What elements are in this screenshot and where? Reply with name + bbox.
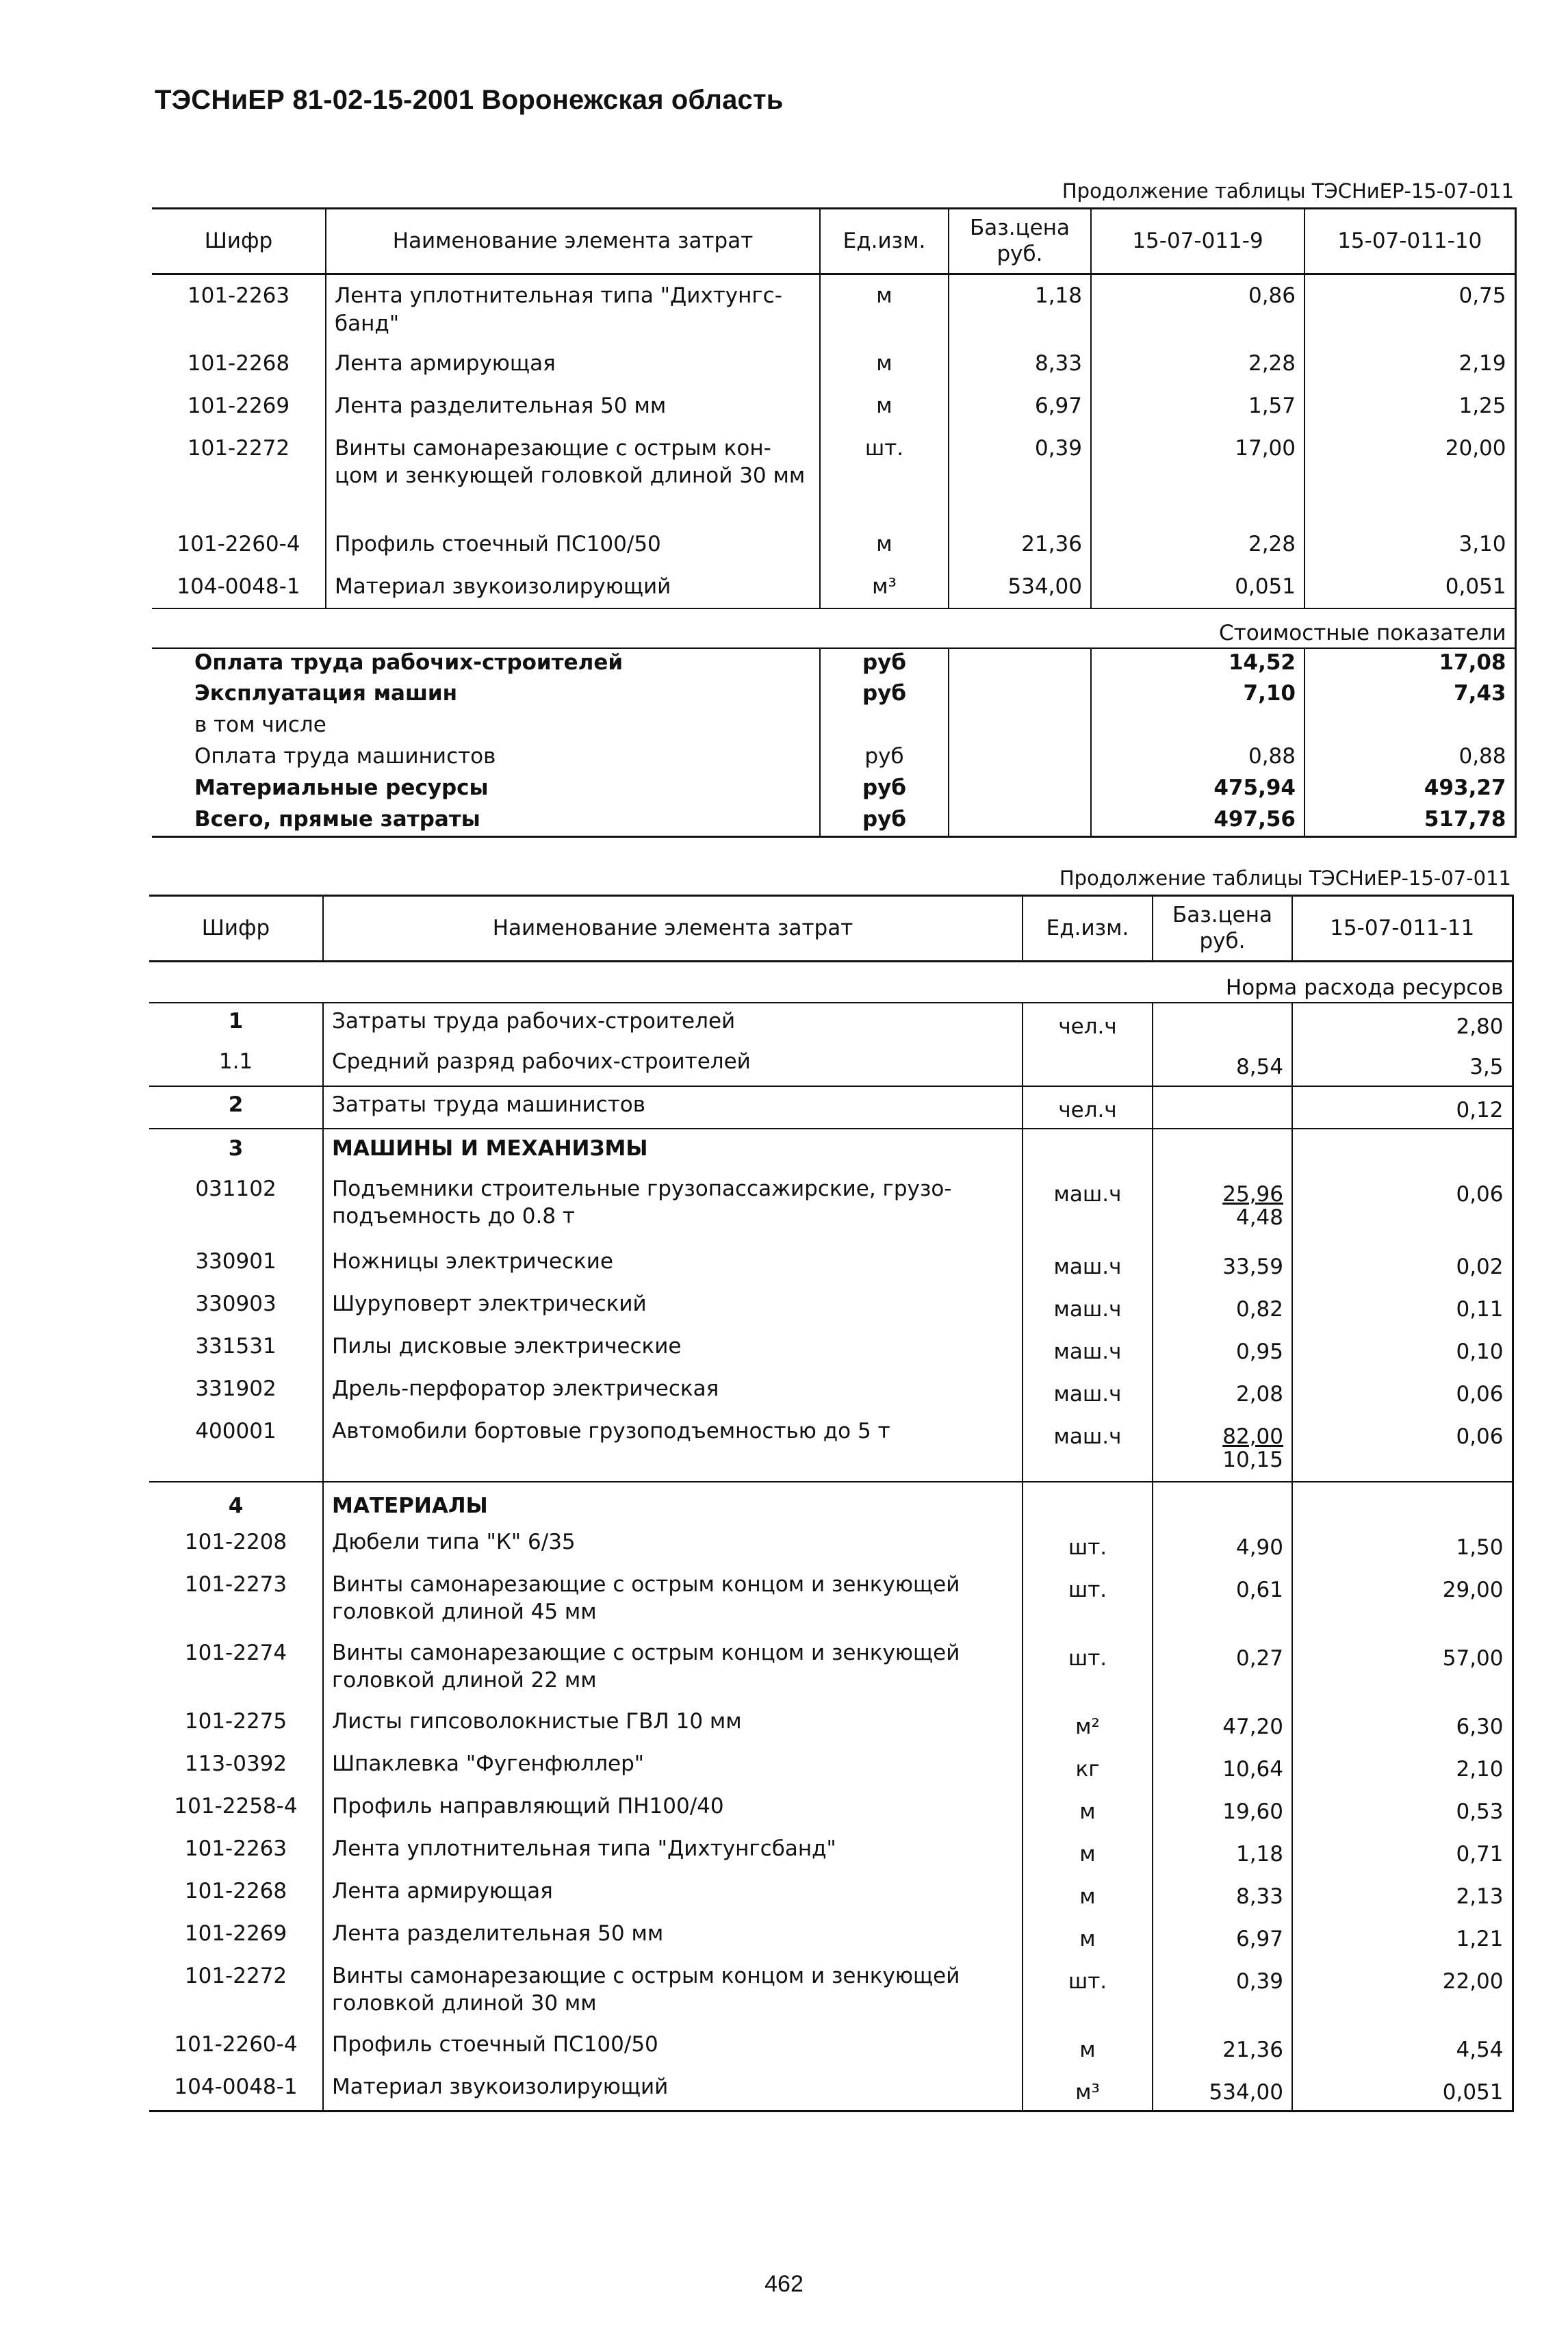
value-cell: 57,00	[1292, 1635, 1513, 1704]
empty-cell	[949, 648, 1091, 680]
price-cell: 21,36	[949, 524, 1091, 566]
name-cell: Подъемники строительные грузопассажирские, грузо-подъемность до 0.8 т	[323, 1171, 1023, 1244]
value-cell: 0,06	[1292, 1413, 1513, 1482]
price-value: 0,27	[1235, 1645, 1283, 1671]
code-cell: 101-2260-4	[177, 531, 300, 556]
table-row	[149, 1831, 1513, 1873]
name-cell: Средний разряд рабочих-строителей	[323, 1044, 1023, 1086]
value-cell: 0,051	[1091, 566, 1304, 608]
price-value: 2,08	[1235, 1381, 1283, 1407]
value-cell: 3,10	[1304, 524, 1515, 566]
code-cell: 113-0392	[184, 1751, 287, 1776]
price-value: 0,95	[1235, 1339, 1283, 1364]
table-row	[149, 1746, 1513, 1788]
price-value: 0,39	[1235, 1968, 1283, 1994]
unit-cell: маш.ч	[1023, 1371, 1153, 1413]
code-cell: 2	[149, 1086, 323, 1129]
unit-cell: руб	[820, 743, 949, 774]
empty-cell	[1292, 1129, 1513, 1171]
value-cell: 2,13	[1292, 1873, 1513, 1916]
price-value: 47,20	[1222, 1714, 1283, 1739]
cost-header-row	[152, 608, 1515, 648]
value-cell: 517,78	[1304, 806, 1515, 837]
value-cell	[1304, 711, 1515, 743]
code-cell: 1	[228, 1008, 244, 1034]
price-value: 1,18	[1235, 1841, 1283, 1866]
empty-cell	[949, 680, 1091, 711]
price-cell	[1153, 2027, 1292, 2069]
name-cell: Винты самонарезающие с острым концом и зенкующей головкой длиной 22 мм	[323, 1635, 1023, 1704]
name-cell: Ножницы электрические	[323, 1244, 1023, 1286]
name-cell: Лента уплотнительная типа "Дихтунгс-банд"	[326, 274, 820, 343]
unit-cell: руб	[820, 774, 949, 806]
cost-name-cell: Эксплуатация машин	[194, 680, 458, 706]
code-cell: 101-2263	[184, 1836, 287, 1861]
table-row	[149, 1567, 1513, 1635]
column-header: Баз.цена руб.	[949, 209, 1091, 274]
cost-row	[152, 680, 1515, 711]
code-cell: 101-2208	[184, 1529, 287, 1554]
cost-name-cell: Оплата труда рабочих-строителей	[194, 650, 624, 675]
table-row	[149, 2069, 1513, 2112]
value-cell: 2,28	[1091, 524, 1304, 566]
table-row	[149, 1916, 1513, 1958]
code-cell: 330903	[195, 1291, 277, 1316]
price-value: 19,60	[1222, 1799, 1283, 1824]
unit-cell: чел.ч	[1023, 1003, 1153, 1044]
value-cell: 0,02	[1292, 1244, 1513, 1286]
table-row	[149, 1788, 1513, 1831]
name-cell: Лента армирующая	[323, 1873, 1023, 1916]
name-cell: Затраты труда рабочих-строителей	[323, 1003, 1023, 1044]
value-cell: 6,30	[1292, 1704, 1513, 1746]
table-row	[149, 1044, 1513, 1086]
unit-cell: м³	[820, 566, 949, 608]
table-row	[149, 1003, 1513, 1044]
value-cell: 0,10	[1292, 1329, 1513, 1371]
column-header: Шифр	[149, 896, 323, 962]
unit-cell: кг	[1023, 1746, 1153, 1788]
price-cell	[1153, 1244, 1292, 1286]
price-value: 8,54	[1235, 1054, 1283, 1079]
section-row	[149, 1482, 1513, 1524]
table-row	[149, 1329, 1513, 1371]
value-cell: 0,06	[1292, 1171, 1513, 1244]
unit-cell: шт.	[1023, 1524, 1153, 1567]
column-header: Ед.изм.	[1023, 896, 1153, 962]
unit-cell: м	[1023, 2027, 1153, 2069]
value-cell: 0,75	[1304, 274, 1515, 343]
value-cell: 0,12	[1292, 1086, 1513, 1129]
cost-row	[152, 711, 1515, 743]
code-cell: 101-2269	[187, 393, 290, 418]
name-cell: Винты самонарезающие с острым концом и зенкующей головкой длиной 45 мм	[323, 1567, 1023, 1635]
price-cell	[1153, 1635, 1292, 1704]
price-value: 10,64	[1222, 1756, 1283, 1782]
unit-cell: чел.ч	[1023, 1086, 1153, 1129]
empty-cell	[949, 743, 1091, 774]
cost-name-cell: Материальные ресурсы	[194, 775, 489, 800]
section-code: 4	[149, 1482, 323, 1524]
section-row	[149, 1129, 1513, 1171]
value-cell: 4,54	[1292, 2027, 1513, 2069]
value-cell: 2,80	[1292, 1003, 1513, 1044]
price-cell	[1153, 1086, 1292, 1129]
cost-row	[152, 774, 1515, 806]
unit-cell: м	[1023, 1831, 1153, 1873]
name-cell: Винты самонарезающие с острым кон-цом и зенкующей головкой длиной 30 мм	[326, 428, 820, 524]
name-cell: Профиль стоечный ПС100/50	[323, 2027, 1023, 2069]
table1	[152, 207, 1517, 838]
price-cell	[1153, 1788, 1292, 1831]
document-title: ТЭСНиЕР 81-02-15-2001 Воронежская область	[155, 85, 784, 115]
empty-cell	[949, 711, 1091, 743]
name-cell: Винты самонарезающие с острым концом и зенкующей головкой длиной 30 мм	[323, 1958, 1023, 2027]
name-cell: Материал звукоизолирующий	[323, 2069, 1023, 2112]
table-row	[149, 1286, 1513, 1329]
price-cell	[1153, 1524, 1292, 1567]
unit-cell: м	[1023, 1788, 1153, 1831]
unit-cell: шт.	[820, 428, 949, 524]
unit-cell: руб	[820, 806, 949, 837]
price-value: 4,90	[1235, 1535, 1283, 1560]
name-cell: Затраты труда машинистов	[323, 1086, 1023, 1129]
code-cell: 104-0048-1	[177, 574, 300, 599]
value-cell: 0,88	[1304, 743, 1515, 774]
name-cell: Шуруповерт электрический	[323, 1286, 1023, 1329]
price-value: 0,82	[1235, 1296, 1283, 1322]
code-cell: 104-0048-1	[149, 2069, 323, 2112]
name-cell: Лента разделительная 50 мм	[323, 1916, 1023, 1958]
value-cell: 0,71	[1292, 1831, 1513, 1873]
table-row	[149, 1371, 1513, 1413]
value-cell: 1,25	[1304, 385, 1515, 428]
unit-cell: маш.ч	[1023, 1413, 1153, 1482]
column-header: 15-07-011-10	[1304, 209, 1515, 274]
table-row	[152, 343, 1515, 385]
unit-cell: м	[1023, 1916, 1153, 1958]
cost-name-cell: Оплата труда машинистов	[194, 743, 496, 769]
table-row	[149, 1704, 1513, 1746]
column-header: 15-07-011-9	[1091, 209, 1304, 274]
price-secondary-value: 10,15	[1222, 1448, 1283, 1473]
empty-cell	[1292, 1482, 1513, 1524]
value-cell: 0,051	[1292, 2069, 1513, 2112]
table-row	[152, 524, 1515, 566]
value-cell: 1,21	[1292, 1916, 1513, 1958]
table2-header-row	[149, 896, 1513, 962]
name-cell: Лента армирующая	[326, 343, 820, 385]
price-cell: 8,33	[949, 343, 1091, 385]
unit-cell: м	[820, 274, 949, 343]
name-cell: Пилы дисковые электрические	[323, 1329, 1023, 1371]
column-header: Наименование элемента затрат	[323, 896, 1023, 962]
price-cell: 534,00	[949, 566, 1091, 608]
value-cell: 17,08	[1304, 648, 1515, 680]
value-cell: 0,051	[1304, 566, 1515, 608]
section-title: МАШИНЫ И МЕХАНИЗМЫ	[323, 1129, 1023, 1171]
table2-caption: Продолжение таблицы ТЭСНиЕР-15-07-011	[1059, 867, 1511, 890]
price-cell: 1,18	[949, 274, 1091, 343]
code-cell: 101-2268	[184, 1878, 287, 1903]
norm-header-row	[149, 962, 1513, 1003]
cost-name-cell: в том числе	[194, 712, 326, 737]
cost-row	[152, 648, 1515, 680]
price-value: 21,36	[1222, 2037, 1283, 2062]
value-cell: 475,94	[1091, 774, 1304, 806]
price-cell	[1153, 1916, 1292, 1958]
section-code: 3	[149, 1129, 323, 1171]
price-cell: 6,97	[949, 385, 1091, 428]
unit-cell: шт.	[1023, 1958, 1153, 2027]
value-cell: 2,10	[1292, 1746, 1513, 1788]
unit-cell: м³	[1023, 2069, 1153, 2112]
code-cell: 101-2268	[187, 350, 290, 376]
empty-cell	[1153, 1129, 1292, 1171]
price-value: 6,97	[1235, 1926, 1283, 1951]
unit-cell	[1023, 1044, 1153, 1086]
table-row	[152, 274, 1515, 343]
price-cell: 0,39	[949, 428, 1091, 524]
column-header: Баз.цена руб.	[1153, 896, 1292, 962]
empty-cell	[1023, 1482, 1153, 1524]
value-cell: 0,86	[1091, 274, 1304, 343]
price-value: 33,59	[1222, 1254, 1283, 1279]
name-cell: Профиль стоечный ПС100/50	[326, 524, 820, 566]
price-value: 0,61	[1235, 1577, 1283, 1602]
name-cell: Материал звукоизолирующий	[326, 566, 820, 608]
name-cell: Профиль направляющий ПН100/40	[323, 1788, 1023, 1831]
table-row	[152, 566, 1515, 608]
table-row	[149, 1958, 1513, 2027]
empty-cell	[949, 806, 1091, 837]
page-number: 462	[764, 2271, 804, 2297]
code-cell: 101-2275	[184, 1708, 287, 1734]
price-value: 8,33	[1235, 1884, 1283, 1909]
price-cell	[1153, 1831, 1292, 1873]
price-cell	[1153, 1003, 1292, 1044]
name-cell: Шпаклевка "Фугенфюллер"	[323, 1746, 1023, 1788]
price-cell	[1153, 1746, 1292, 1788]
value-cell: 0,53	[1292, 1788, 1513, 1831]
unit-cell: маш.ч	[1023, 1244, 1153, 1286]
code-cell: 101-2273	[184, 1571, 287, 1597]
table1-header-row	[152, 209, 1515, 274]
cost-header: Стоимостные показатели	[152, 608, 1515, 648]
unit-cell: руб	[820, 648, 949, 680]
code-cell: 031102	[195, 1176, 277, 1201]
value-cell: 7,43	[1304, 680, 1515, 711]
cost-row	[152, 806, 1515, 837]
table1-caption: Продолжение таблицы ТЭСНиЕР-15-07-011	[1062, 179, 1514, 203]
price-cell	[1153, 2069, 1292, 2112]
table-row	[149, 1413, 1513, 1482]
price-cell	[1153, 1567, 1292, 1635]
code-cell: 101-2263	[187, 283, 290, 308]
value-cell	[1091, 711, 1304, 743]
unit-cell: шт.	[1023, 1635, 1153, 1704]
cost-row	[152, 743, 1515, 774]
table-row	[149, 2027, 1513, 2069]
value-cell: 7,10	[1091, 680, 1304, 711]
value-cell: 2,28	[1091, 343, 1304, 385]
name-cell: Лента разделительная 50 мм	[326, 385, 820, 428]
value-cell: 3,5	[1292, 1044, 1513, 1086]
code-cell: 331531	[195, 1333, 277, 1359]
name-cell: Дрель-перфоратор электрическая	[323, 1371, 1023, 1413]
table-row	[152, 385, 1515, 428]
code-cell: 330901	[195, 1248, 277, 1274]
value-cell: 20,00	[1304, 428, 1515, 524]
table-row	[149, 1873, 1513, 1916]
column-header: Наименование элемента затрат	[326, 209, 820, 274]
price-cell	[1153, 1371, 1292, 1413]
name-cell: Автомобили бортовые грузоподъемностью до 5 т	[323, 1413, 1023, 1482]
price-value: 534,00	[1209, 2079, 1283, 2105]
unit-cell: маш.ч	[1023, 1286, 1153, 1329]
value-cell: 1,57	[1091, 385, 1304, 428]
price-secondary-value: 4,48	[1235, 1205, 1283, 1231]
value-cell: 2,19	[1304, 343, 1515, 385]
unit-cell: м	[820, 385, 949, 428]
table-row	[149, 1635, 1513, 1704]
unit-cell	[820, 711, 949, 743]
price-value: 82,00	[1222, 1424, 1283, 1449]
price-cell	[1153, 1044, 1292, 1086]
column-header: 15-07-011-11	[1292, 896, 1513, 962]
code-cell: 331902	[195, 1376, 277, 1401]
table-row	[149, 1086, 1513, 1129]
code-cell: 101-2269	[184, 1921, 287, 1946]
empty-cell	[1023, 1129, 1153, 1171]
value-cell: 497,56	[1091, 806, 1304, 837]
column-header: Шифр	[152, 209, 326, 274]
price-value: 25,96	[1222, 1181, 1283, 1207]
column-header: Ед.изм.	[820, 209, 949, 274]
name-cell: Листы гипсоволокнистые ГВЛ 10 мм	[323, 1704, 1023, 1746]
price-cell	[1153, 1704, 1292, 1746]
unit-cell: м	[1023, 1873, 1153, 1916]
unit-cell: руб	[820, 680, 949, 711]
value-cell: 493,27	[1304, 774, 1515, 806]
norm-header: Норма расхода ресурсов	[149, 962, 1513, 1003]
table-row	[149, 1244, 1513, 1286]
table-row	[149, 1524, 1513, 1567]
unit-cell: м	[820, 524, 949, 566]
value-cell: 14,52	[1091, 648, 1304, 680]
empty-cell	[949, 774, 1091, 806]
price-cell	[1153, 1873, 1292, 1916]
value-cell: 0,06	[1292, 1371, 1513, 1413]
unit-cell: м²	[1023, 1704, 1153, 1746]
name-cell: Лента уплотнительная типа "Дихтунгсбанд"	[323, 1831, 1023, 1873]
code-cell: 101-2272	[187, 435, 290, 461]
unit-cell: м	[820, 343, 949, 385]
value-cell: 1,50	[1292, 1524, 1513, 1567]
value-cell: 0,88	[1091, 743, 1304, 774]
cost-name-cell: Всего, прямые затраты	[152, 806, 820, 837]
unit-cell: маш.ч	[1023, 1329, 1153, 1371]
value-cell: 29,00	[1292, 1567, 1513, 1635]
name-cell: Дюбели типа "К" 6/35	[323, 1524, 1023, 1567]
section-title: МАТЕРИАЛЫ	[323, 1482, 1023, 1524]
price-cell	[1153, 1171, 1292, 1244]
table2	[149, 895, 1514, 2112]
code-cell: 101-2272	[184, 1963, 287, 1988]
unit-cell: маш.ч	[1023, 1171, 1153, 1244]
price-cell	[1153, 1413, 1292, 1482]
value-cell: 0,11	[1292, 1286, 1513, 1329]
empty-cell	[1153, 1482, 1292, 1524]
value-cell: 17,00	[1091, 428, 1304, 524]
code-cell: 101-2274	[184, 1640, 287, 1665]
code-cell: 101-2258-4	[174, 1793, 298, 1819]
price-cell	[1153, 1329, 1292, 1371]
value-cell: 22,00	[1292, 1958, 1513, 2027]
code-cell: 101-2260-4	[174, 2031, 298, 2057]
code-cell: 400001	[195, 1418, 277, 1443]
table-row	[152, 428, 1515, 524]
unit-cell: шт.	[1023, 1567, 1153, 1635]
code-cell: 1.1	[218, 1049, 253, 1074]
price-cell	[1153, 1958, 1292, 2027]
price-cell	[1153, 1286, 1292, 1329]
table-row	[149, 1171, 1513, 1244]
